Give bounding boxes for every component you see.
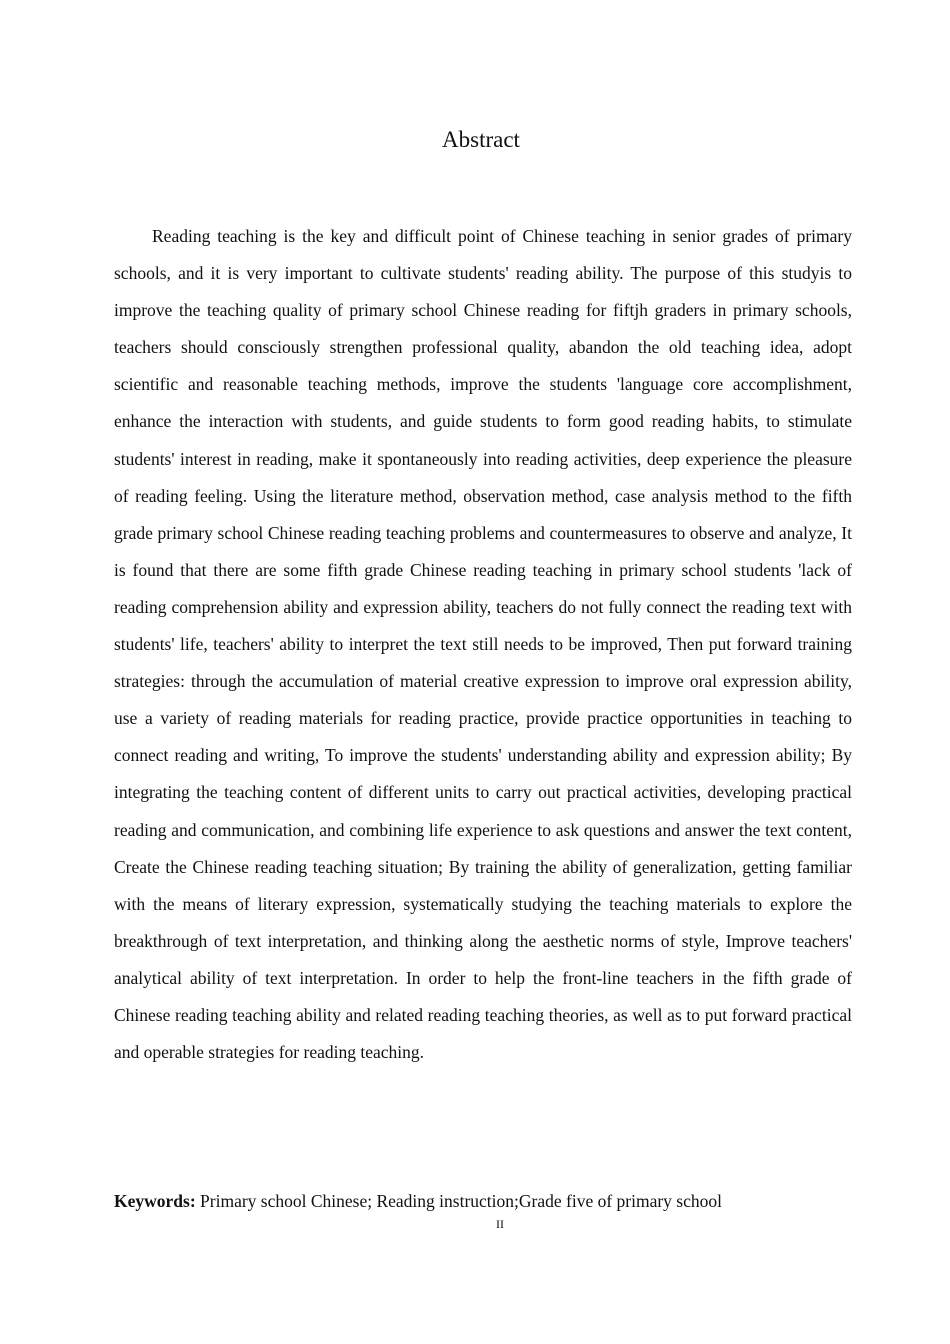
keywords-line [114, 1185, 874, 1217]
keywords-text: Primary school Chinese; Reading instruction;Grade five of primary school [195, 1191, 722, 1211]
page-number: II [496, 1217, 504, 1231]
page-title: Abstract [442, 127, 520, 152]
abstract-body: Reading teaching is the key and difficult point of Chinese teaching in senior grades of primary schools, and it is very important to cultivate students' reading ability. The purpose of this studyis to improve the teaching quality of primary school Chinese reading for fiftjh graders in primary schools, teachers should consciously strengthen professional quality, abandon the old teaching idea, adopt scientific and reasonable teaching methods, improve the students 'language core accomplishment, enhance the interaction with students, and guide students to form good reading habits, to stimulate students' interest in reading, make it spontaneously into reading activities, deep experience the pleasure of reading feeling. Using the literature method, observation method, case analysis method to the fifth grade primary school Chinese reading teaching problems and countermeasures to observe and analyze, It is found that there are some fifth grade Chinese reading teaching in primary school students 'lack of reading comprehension ability and expression ability, teachers do not fully connect the reading text with students' life, teachers' ability to interpret the text still needs to be improved, Then put forward training strategies: through the accumulation of material creative expression to improve oral expression ability, use a variety of reading materials for reading practice, provide practice opportunities in teaching to connect reading and writing, To improve the students' understanding ability and expression ability; By integrating the teaching content of different units to carry out practical activities, developing practical reading and communication, and combining life experience to ask questions and answer the text content, Create the Chinese reading teaching situation; By training the ability of generalization, getting familiar with the means of literary expression, systematically studying the teaching materials to explore the breakthrough of text interpretation, and thinking along the aesthetic norms of style, Improve teachers' analytical ability of text interpretation. In order to help the front-line teachers in the fifth grade of Chinese reading teaching ability and related reading teaching theories, as well as to put forward practical and operable strategies for reading teaching. [114, 226, 852, 1063]
keywords-label: Keywords: [114, 1191, 196, 1211]
